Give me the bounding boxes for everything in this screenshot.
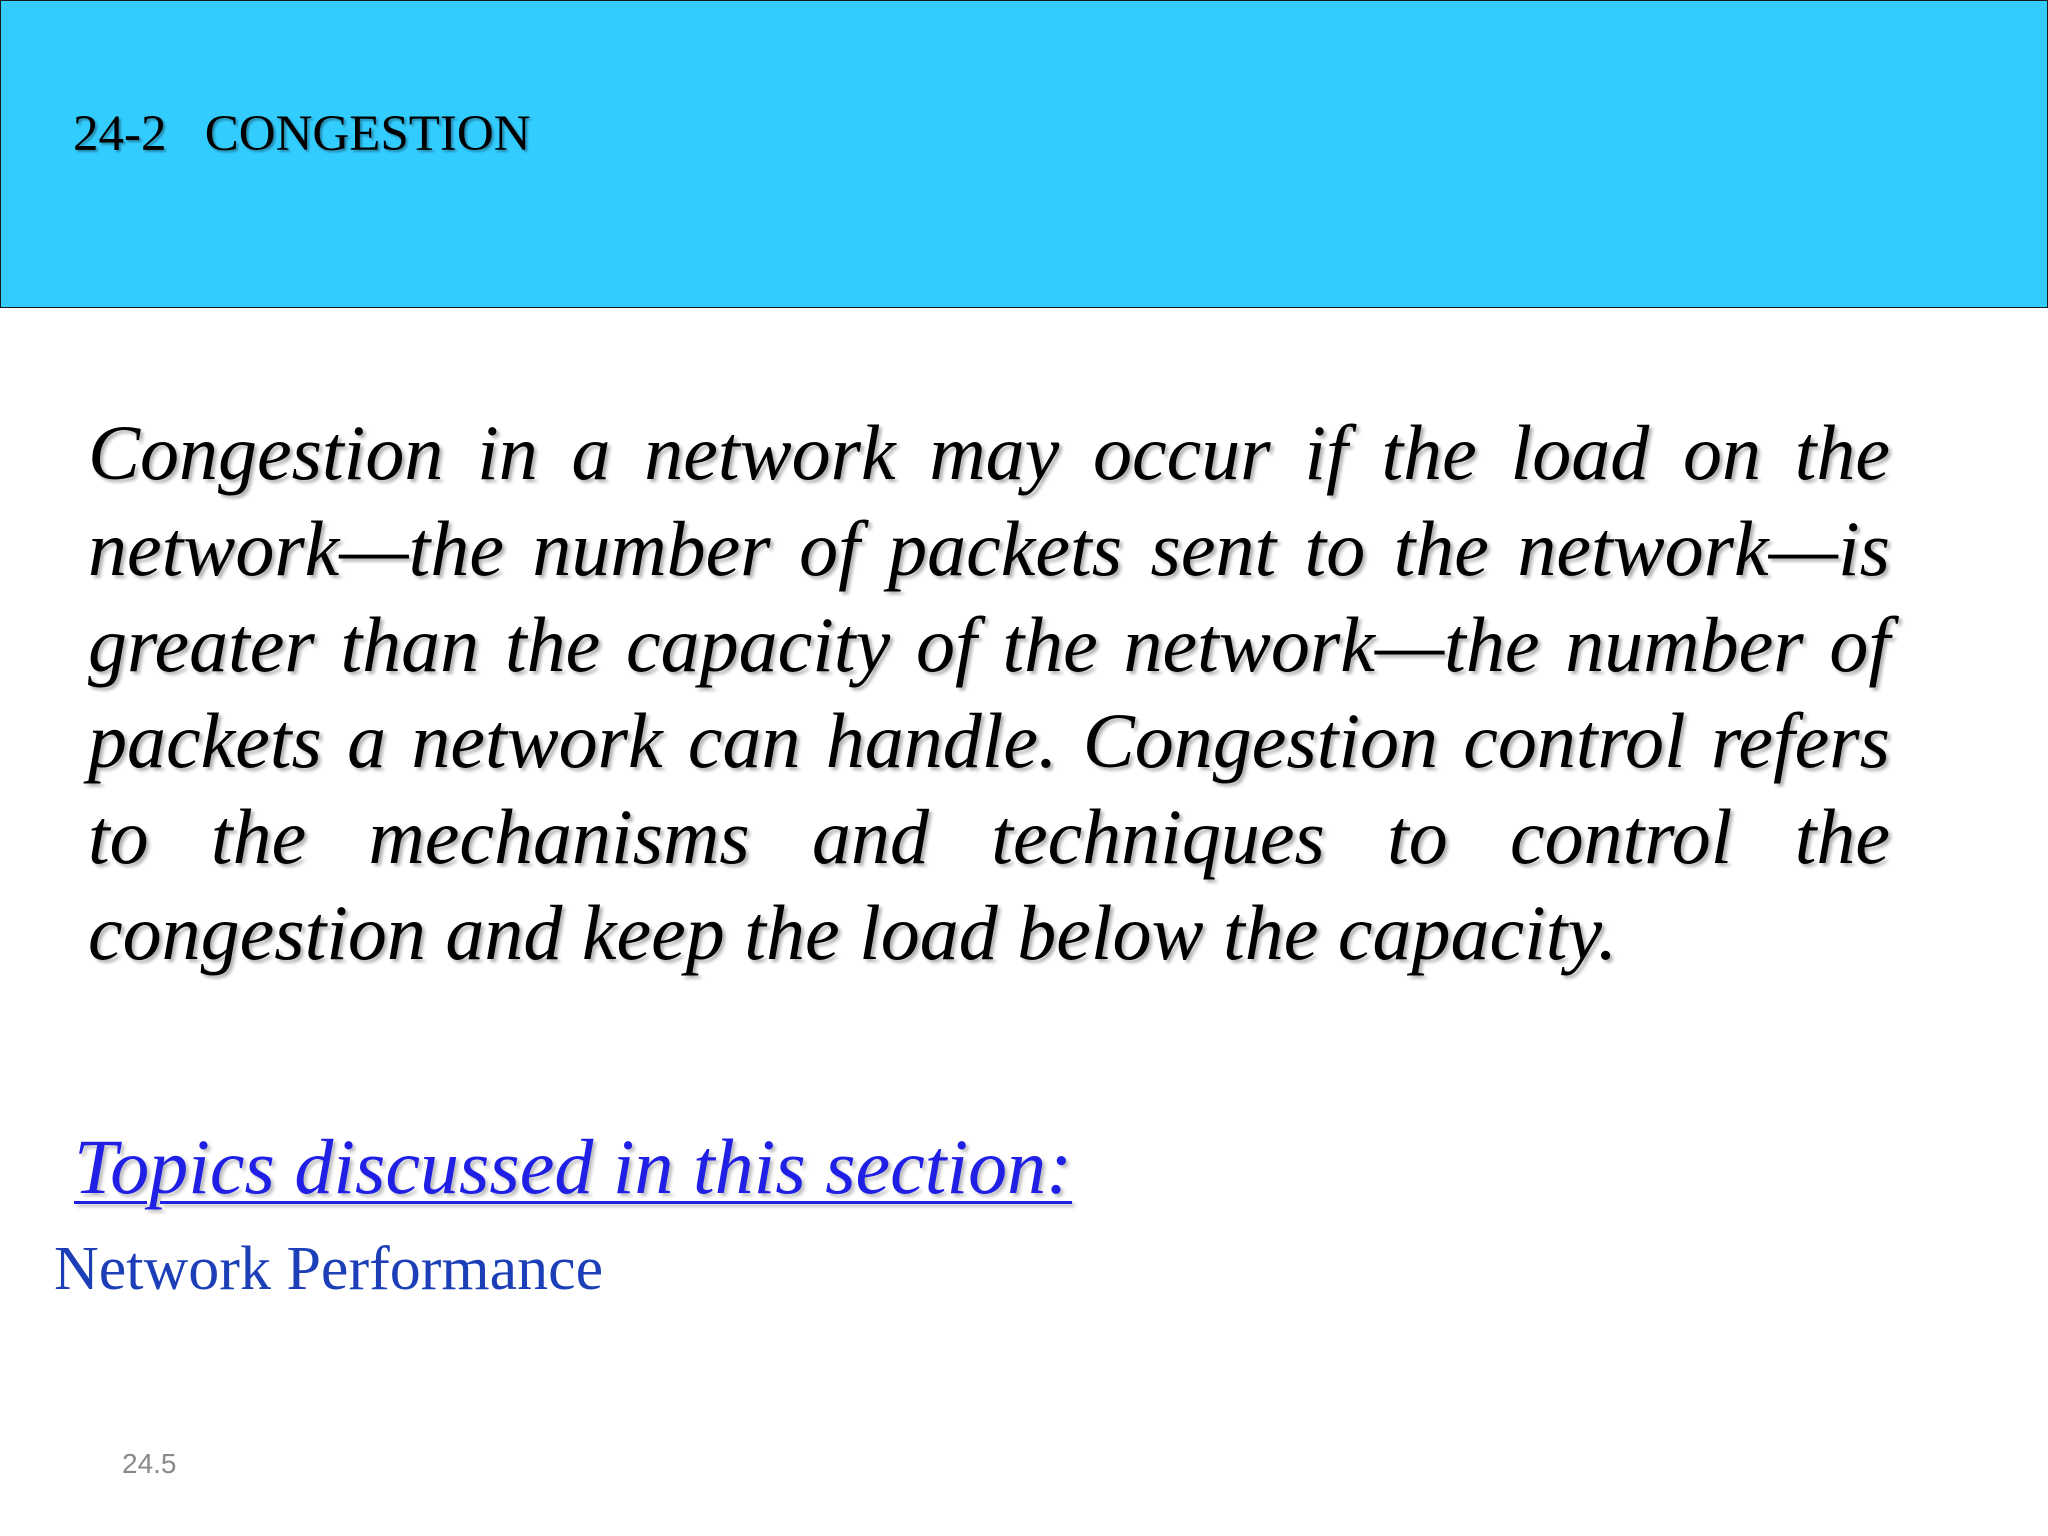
slide-number: 24.5	[122, 1448, 177, 1479]
body-paragraph: Congestion in a network may occur if the load on the network—the number of packets sent to the network—is greater than the capacity of the network—the number of packets a network can handle. Congestion control refers to the mechanisms and techniques to control the congestion and keep the load below the capacity.	[88, 409, 1890, 976]
header-bar	[0, 0, 2048, 308]
slide-title: 24-2 CONGESTION	[73, 106, 531, 162]
topics-heading: Topics discussed in this section:	[74, 1123, 1073, 1210]
topic-item-network-performance: Network Performance	[54, 1235, 604, 1303]
